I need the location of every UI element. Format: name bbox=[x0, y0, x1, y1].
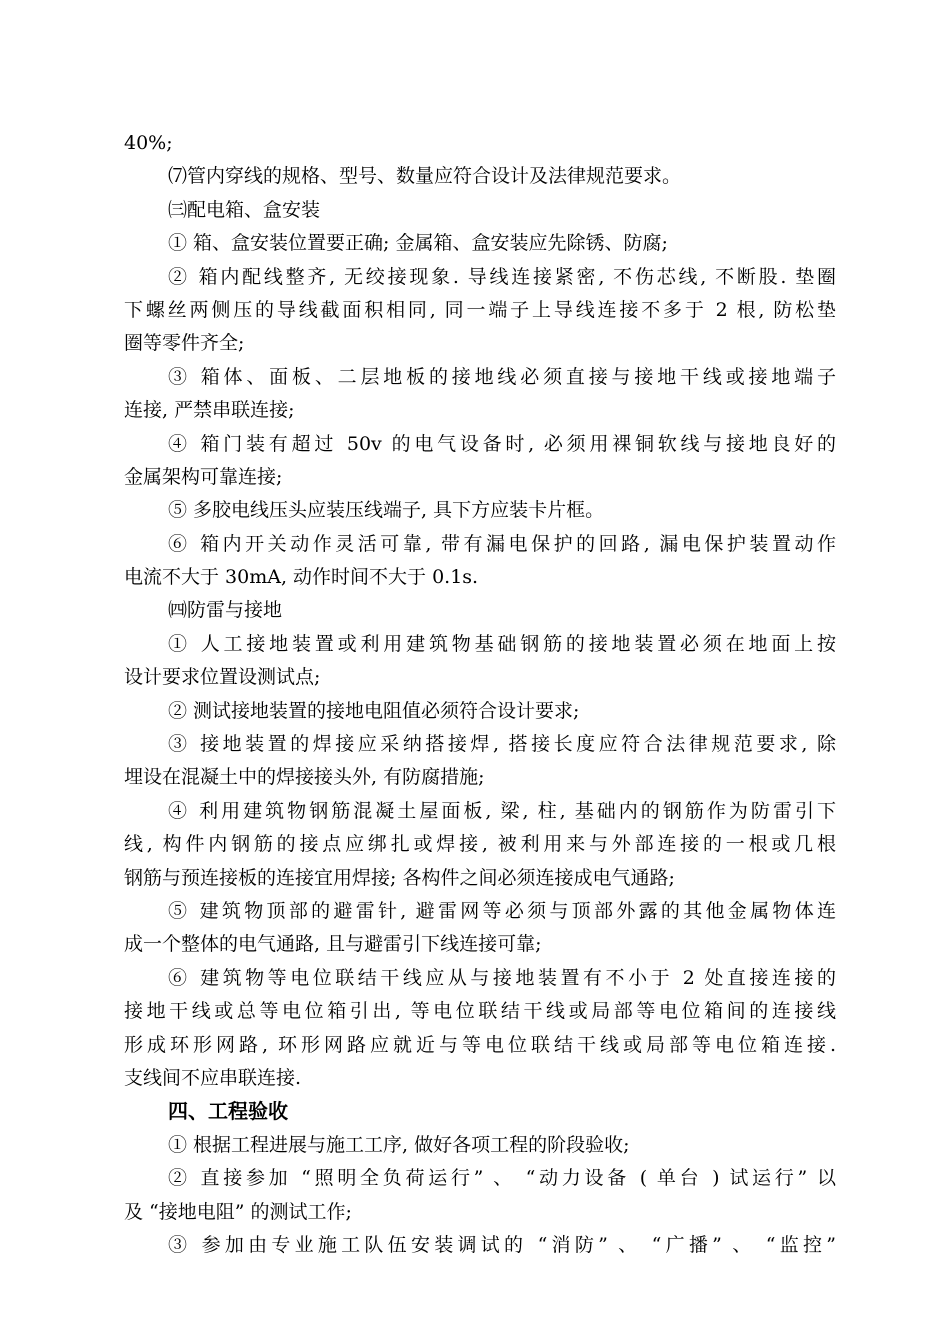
text-line: ⑺管内穿线的规格、型号、数量应符合设计及法律规范要求。 bbox=[168, 165, 682, 188]
chapter-heading: 四、工程验收 bbox=[168, 1099, 288, 1124]
text-line: 40%; bbox=[124, 132, 173, 154]
text-line: 及 “接地电阻” 的测试工作; bbox=[124, 1200, 352, 1223]
list-item: ③ 接地装置的焊接应采纳搭接焊, 搭接长度应符合法律规范要求, 除 bbox=[168, 733, 836, 756]
text-line: 设计要求位置设测试点; bbox=[124, 666, 321, 689]
text-line: 形成环形网路, 环形网路应就近与等电位联结干线或局部等电位箱连接. bbox=[124, 1033, 836, 1056]
section-heading: ㈣防雷与接地 bbox=[168, 599, 283, 622]
list-item: ③ 箱体、面板、二层地板的接地线必须直接与接地干线或接地端子 bbox=[168, 365, 836, 388]
text-line: 金属架构可靠连接; bbox=[124, 465, 283, 488]
list-item: ③ 参加由专业施工队伍安装调试的 “消防” 、 “广播” 、 “监控” bbox=[168, 1233, 836, 1256]
list-item: ⑤ 多胶电线压头应装压线端子, 具下方应装卡片框。 bbox=[168, 499, 605, 522]
list-item: ① 箱、盒安装位置要正确; 金属箱、盒安装应先除锈、防腐; bbox=[168, 232, 668, 255]
list-item: ② 直接参加 “照明全负荷运行” 、 “动力设备 ( 单台 ) 试运行” 以 bbox=[168, 1167, 836, 1190]
list-item: ⑥ 建筑物等电位联结干线应从与接地装置有不小于 2 处直接连接的 bbox=[168, 966, 836, 989]
text-line: 支线间不应串联连接. bbox=[124, 1066, 302, 1089]
section-heading: ㈢配电箱、盒安装 bbox=[168, 198, 321, 221]
text-line: 圈等零件齐全; bbox=[124, 332, 245, 355]
text-line: 线, 构件内钢筋的接点应绑扎或焊接, 被利用来与外部连接的一根或几根 bbox=[124, 833, 836, 856]
text-line: 埋设在混凝土中的焊接接头外, 有防腐措施; bbox=[124, 766, 485, 789]
list-item: ④ 箱门装有超过 50v 的电气设备时, 必须用裸铜软线与接地良好的 bbox=[168, 432, 836, 455]
text-line: 电流不大于 30mA, 动作时间不大于 0.1s. bbox=[124, 566, 479, 589]
text-line: 接地干线或总等电位箱引出, 等电位联结干线或局部等电位箱间的连接线 bbox=[124, 1000, 836, 1023]
list-item: ② 箱内配线整齐, 无绞接现象. 导线连接紧密, 不伤芯线, 不断股. 垫圈 bbox=[168, 265, 836, 288]
list-item: ① 人工接地装置或利用建筑物基础钢筋的接地装置必须在地面上按 bbox=[168, 632, 836, 655]
list-item: ⑥ 箱内开关动作灵活可靠, 带有漏电保护的回路, 漏电保护装置动作 bbox=[168, 532, 836, 555]
list-item: ④ 利用建筑物钢筋混凝土屋面板, 梁, 柱, 基础内的钢筋作为防雷引下 bbox=[168, 799, 836, 822]
list-item: ① 根据工程进展与施工工序, 做好各项工程的阶段验收; bbox=[168, 1133, 630, 1156]
text-line: 连接, 严禁串联连接; bbox=[124, 399, 295, 422]
text-line: 下螺丝两侧压的导线截面积相同, 同一端子上导线连接不多于 2 根, 防松垫 bbox=[124, 298, 836, 321]
text-line: 成一个整体的电气通路, 且与避雷引下线连接可靠; bbox=[124, 933, 542, 956]
list-item: ② 测试接地装置的接地电阻值必须符合设计要求; bbox=[168, 699, 580, 722]
text-line: 钢筋与预连接板的连接宜用焊接; 各构件之间必须连接成电气通路; bbox=[124, 866, 675, 889]
list-item: ⑤ 建筑物顶部的避雷针, 避雷网等必须与顶部外露的其他金属物体连 bbox=[168, 899, 836, 922]
document-page bbox=[124, 127, 836, 1262]
